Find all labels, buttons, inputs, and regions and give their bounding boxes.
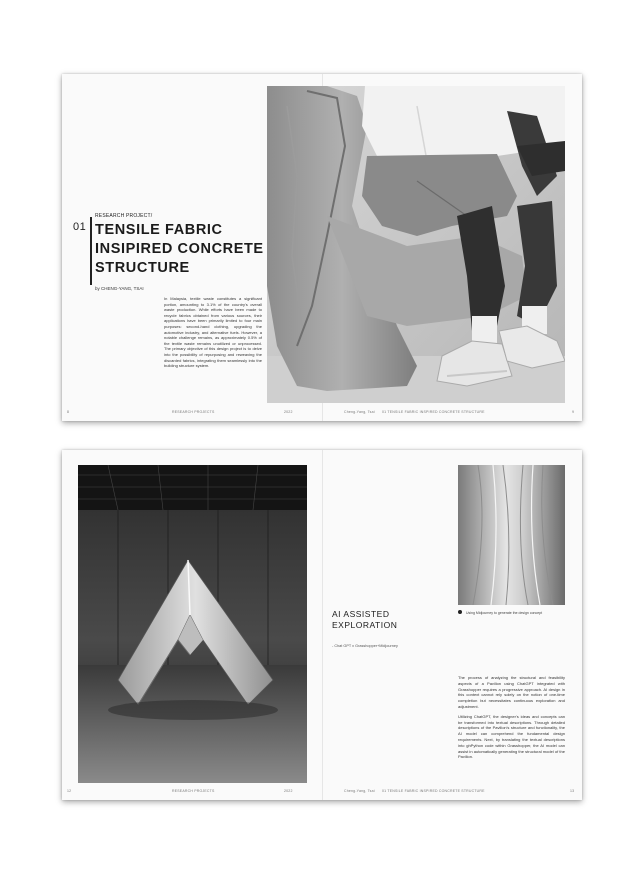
title-line: INSIPIRED CONCRETE: [95, 241, 264, 257]
page-gutter: [322, 450, 323, 800]
author-byline: by CHENG-YANG, TSAI: [95, 286, 144, 291]
folio-section: RESEARCH PROJECTS: [172, 410, 215, 414]
folio-section: RESEARCH PROJECTS: [172, 789, 215, 793]
fabric-detail-photo: [458, 465, 565, 605]
project-number: 01: [73, 221, 87, 233]
title-rule: [90, 217, 92, 285]
body-paragraph: The process of analyzing the structural and feasibility aspects of a Pavilion using ChatGPT integrated with Grasshopper requires a progressive approach. AI design in this context cannot rely solely on the notion of one-time completion but necessitates continuous exploration and adjustment.: [458, 675, 565, 709]
section-heading: [332, 609, 397, 631]
folio-page-left: 8: [67, 410, 70, 414]
exploration-text: [458, 675, 565, 764]
heading-line: EXPLORATION: [332, 620, 398, 630]
folio-running-title: 01 TENSILE FABRIC INSPIRED CONCRETE STRUCTURE: [382, 789, 485, 793]
folio-year: 2022: [284, 789, 293, 793]
folio-page-left: 12: [67, 789, 72, 793]
intro-paragraph: In Malaysia, textile waste constitutes a significant portion, amounting to 3.1% of the country's overall waste production. While efforts have been made to recycle fabrics obtained from various sources, their applications have been primarily limited to four main purposes: second-hand clothing, upgrading the automotive industry, and alternative fuels. However, a notable challenge remains, as approximately 0.5% of the textile waste remains unutilized or unprocessed. The primary objective of this design project is to delve into the possibility of repurposing and reweaving the discarded fabrics, integrating them seamlessly into the building structure system.: [164, 296, 262, 369]
folio-author: Cheng-Yang, Tsai: [344, 410, 375, 414]
folio-page-right: 9: [572, 410, 575, 414]
tools-line: - Chat GPT x Grasshopper+Midjourney: [332, 644, 398, 648]
project-title: [95, 221, 265, 278]
folio-year: 2022: [284, 410, 293, 414]
heading-line: AI ASSISTED: [332, 609, 390, 619]
magazine-spread-top: [62, 74, 582, 421]
magazine-spread-bottom: [62, 450, 582, 800]
folio-author: Cheng-Yang, Tsai: [344, 789, 375, 793]
bench-sitting-photo: [267, 86, 565, 403]
title-line: TENSILE FABRIC: [95, 222, 223, 238]
pavilion-render-photo: [78, 465, 307, 783]
photo-caption: Using Midjourney to generate the design concept: [466, 611, 543, 615]
project-kicker: RESEARCH PROJECT/: [95, 213, 153, 219]
folio-page-right: 13: [570, 789, 575, 793]
body-paragraph: Utilizing ChatGPT, the designer's ideas and concepts can be transformed into textual descriptions. Through detailed descriptions of the Pavilion's structure and functionality, the AI model can comprehend the fundamental design requirements. Next, by translating the textual descriptions into ghPython code within Grasshopper, the AI model can assist in automatically generating the structural model of the Pavilion.: [458, 713, 565, 760]
folio-running-title: 01 TENSILE FABRIC INSPIRED CONCRETE STRUCTURE: [382, 410, 485, 414]
title-line: STRUCTURE: [95, 260, 190, 276]
caption-bullet-icon: [458, 610, 462, 614]
